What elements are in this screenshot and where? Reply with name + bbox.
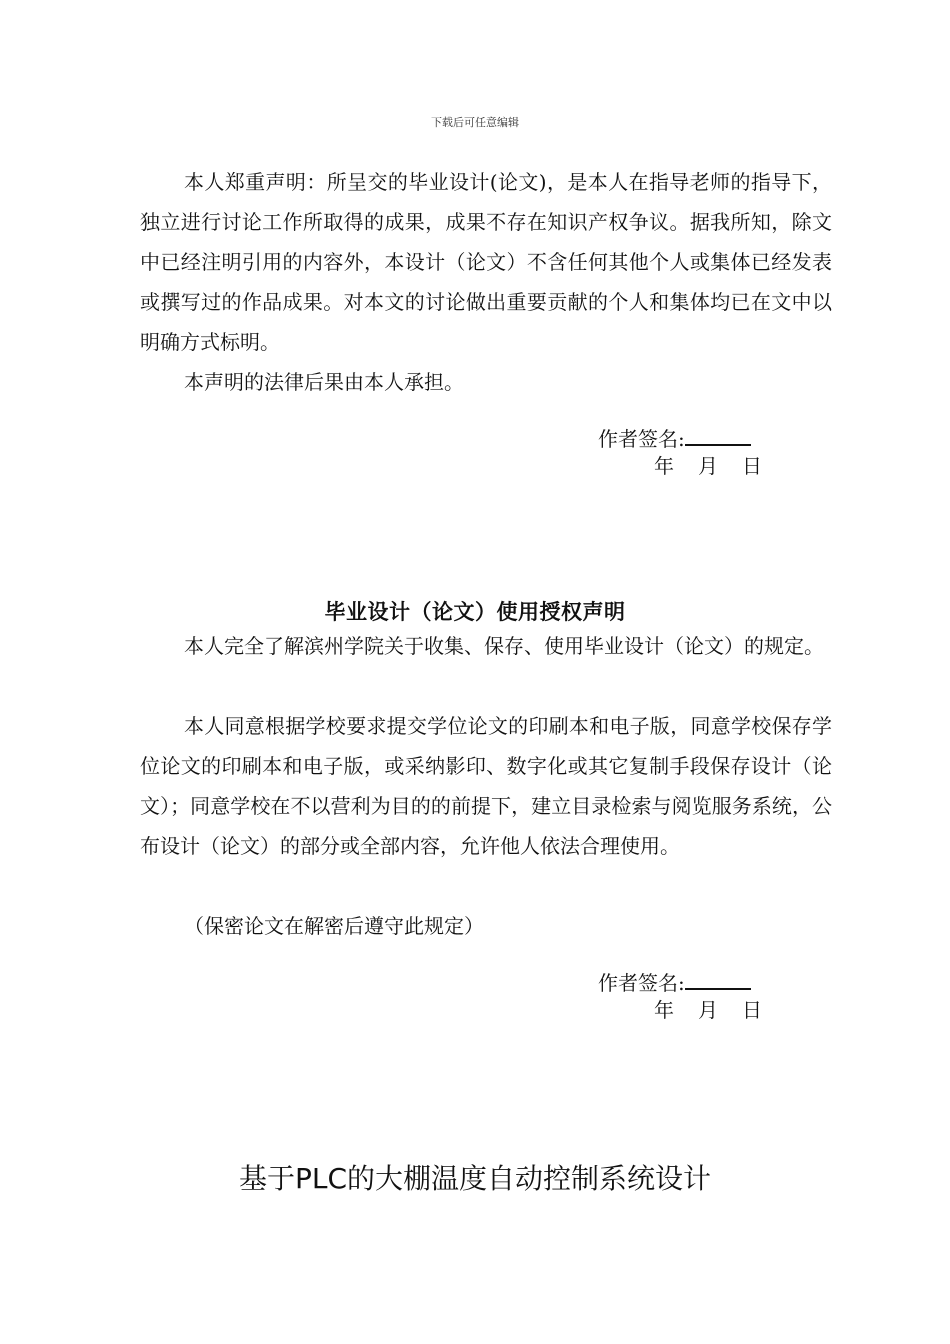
signature-label: 作者签名:	[598, 971, 685, 995]
signature-label: 作者签名:	[598, 427, 685, 451]
date-month: 月	[698, 998, 718, 1022]
authorization-paragraph-1: 本人完全了解滨州学院关于收集、保存、使用毕业设计（论文）的规定。	[184, 634, 824, 658]
originality-paragraph-1: 本人郑重声明：所呈交的毕业设计(论文)，是本人在指导老师的指导下，独立进行讨论工作所取得的成果，成果不存在知识产权争议。据我所知，除文中已经注明引用的内容外，本设计（论文）不含任何其他个人或集体已经发表或撰写过的作品成果。对本文的讨论做出重要贡献的个人和集体均已在文中以明确方式标明。	[140, 170, 832, 354]
page-header-note: 下载后可任意编辑	[431, 116, 519, 129]
date-year: 年	[654, 454, 674, 478]
confidential-note: （保密论文在解密后遵守此规定）	[184, 914, 484, 938]
originality-date	[654, 454, 762, 478]
authorization-title: 毕业设计（论文）使用授权声明	[324, 600, 626, 624]
signature-line	[685, 426, 751, 446]
date-day: 日	[742, 454, 762, 478]
authorization-date	[654, 998, 762, 1022]
date-day: 日	[742, 998, 762, 1022]
signature-line	[685, 970, 751, 990]
date-month: 月	[698, 454, 718, 478]
thesis-title: 基于PLC的大棚温度自动控制系统设计	[238, 1162, 712, 1195]
authorization-signature	[598, 970, 751, 995]
date-year: 年	[654, 998, 674, 1022]
authorization-paragraph-2: 本人同意根据学校要求提交学位论文的印刷本和电子版，同意学校保存学位论文的印刷本和电子版，或采纳影印、数字化或其它复制手段保存设计（论文）；同意学校在不以营利为目的的前提下，建立目录检索与阅览服务系统，公布设计（论文）的部分或全部内容，允许他人依法合理使用。	[140, 714, 832, 858]
originality-paragraph-2: 本声明的法律后果由本人承担。	[184, 370, 464, 394]
originality-signature	[598, 426, 751, 451]
